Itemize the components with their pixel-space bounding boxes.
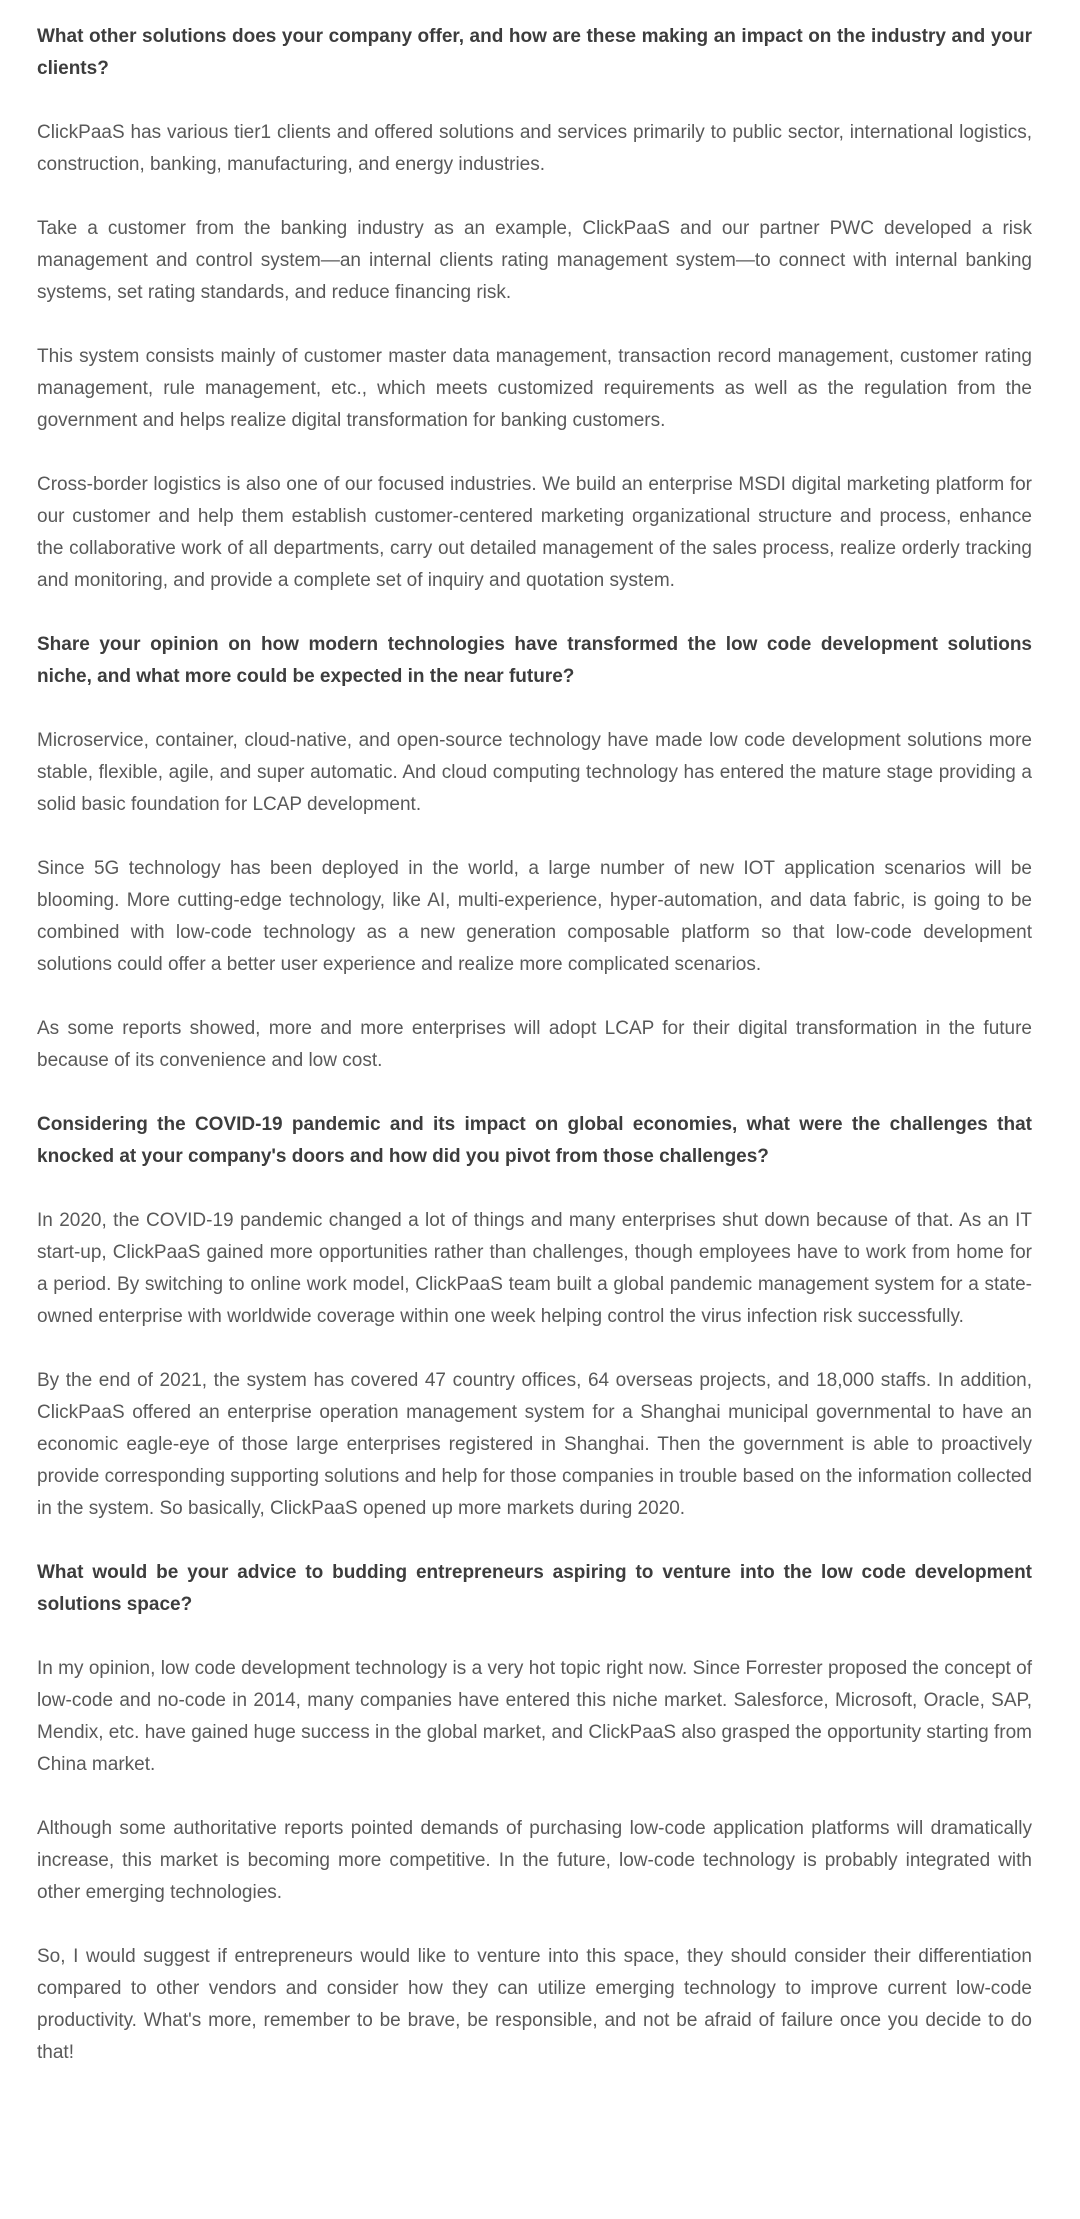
answer-paragraph: Microservice, container, cloud-native, and open-source technology have made low code development solutions more stable, flexible, agile, and super automatic. And cloud computing technology has entered the mature stage providing a solid basic foundation for LCAP development. [37,730,1032,815]
answer-paragraph: So, I would suggest if entrepreneurs would like to venture into this space, they should consider their differentiation compared to other vendors and consider how they can utilize emerging technology to improve current low-code productivity. What's more, remember to be brave, be responsible, and not be afraid of failure once you decide to do that! [37,1946,1032,2063]
answer-paragraph: In my opinion, low code development technology is a very hot topic right now. Since Forrester proposed the concept of low-code and no-code in 2014, many companies have entered this niche market. Salesforce, Microsoft, Oracle, SAP, Mendix, etc. have gained huge success in the global market, and ClickPaaS also grasped the opportunity starting from China market. [37,1658,1032,1775]
answer-paragraph: As some reports showed, more and more enterprises will adopt LCAP for their digital transformation in the future because of its convenience and low cost. [37,1018,1032,1071]
question-heading: Considering the COVID-19 pandemic and its impact on global economies, what were the challenges that knocked at your company's doors and how did you pivot from those challenges? [37,1114,1032,1167]
question-heading: What would be your advice to budding entrepreneurs aspiring to venture into the low code development solutions space? [37,1562,1032,1615]
answer-paragraph: Cross-border logistics is also one of our focused industries. We build an enterprise MSDI digital marketing platform for our customer and help them establish customer-centered marketing organizational structure and process, enhance the collaborative work of all departments, carry out detailed management of the sales process, realize orderly tracking and monitoring, and provide a complete set of inquiry and quotation system. [37,474,1032,591]
answer-paragraph: This system consists mainly of customer master data management, transaction record management, customer rating management, rule management, etc., which meets customized requirements as well as the regulation from the government and helps realize digital transformation for banking customers. [37,346,1032,431]
answer-paragraph: By the end of 2021, the system has covered 47 country offices, 64 overseas projects, and 18,000 staffs. In addition, ClickPaaS offered an enterprise operation management system for a Shanghai municipal governmental to have an economic eagle-eye of those large enterprises registered in Shanghai. Then the government is able to proactively provide corresponding supporting solutions and help for those companies in trouble based on the information collected in the system. So basically, ClickPaaS opened up more markets during 2020. [37,1370,1032,1519]
answer-paragraph: Although some authoritative reports pointed demands of purchasing low-code application platforms will dramatically increase, this market is becoming more competitive. In the future, low-code technology is probably integrated with other emerging technologies. [37,1818,1032,1903]
question-heading: Share your opinion on how modern technologies have transformed the low code development solutions niche, and what more could be expected in the near future? [37,634,1032,687]
answer-paragraph: In 2020, the COVID-19 pandemic changed a lot of things and many enterprises shut down because of that. As an IT start-up, ClickPaaS gained more opportunities rather than challenges, though employees have to work from home for a period. By switching to online work model, ClickPaaS team built a global pandemic management system for a state-owned enterprise with worldwide coverage within one week helping control the virus infection risk successfully. [37,1210,1032,1327]
question-heading: What other solutions does your company offer, and how are these making an impact on the industry and your clients? [37,26,1032,79]
answer-paragraph: ClickPaaS has various tier1 clients and offered solutions and services primarily to public sector, international logistics, construction, banking, manufacturing, and energy industries. [37,122,1032,175]
answer-paragraph: Take a customer from the banking industry as an example, ClickPaaS and our partner PWC developed a risk management and control system—an internal clients rating management system—to connect with internal banking systems, set rating standards, and reduce financing risk. [37,218,1032,303]
answer-paragraph: Since 5G technology has been deployed in the world, a large number of new IOT application scenarios will be blooming. More cutting-edge technology, like AI, multi-experience, hyper-automation, and data fabric, is going to be combined with low-code technology as a new generation composable platform so that low-code development solutions could offer a better user experience and realize more complicated scenarios. [37,858,1032,975]
